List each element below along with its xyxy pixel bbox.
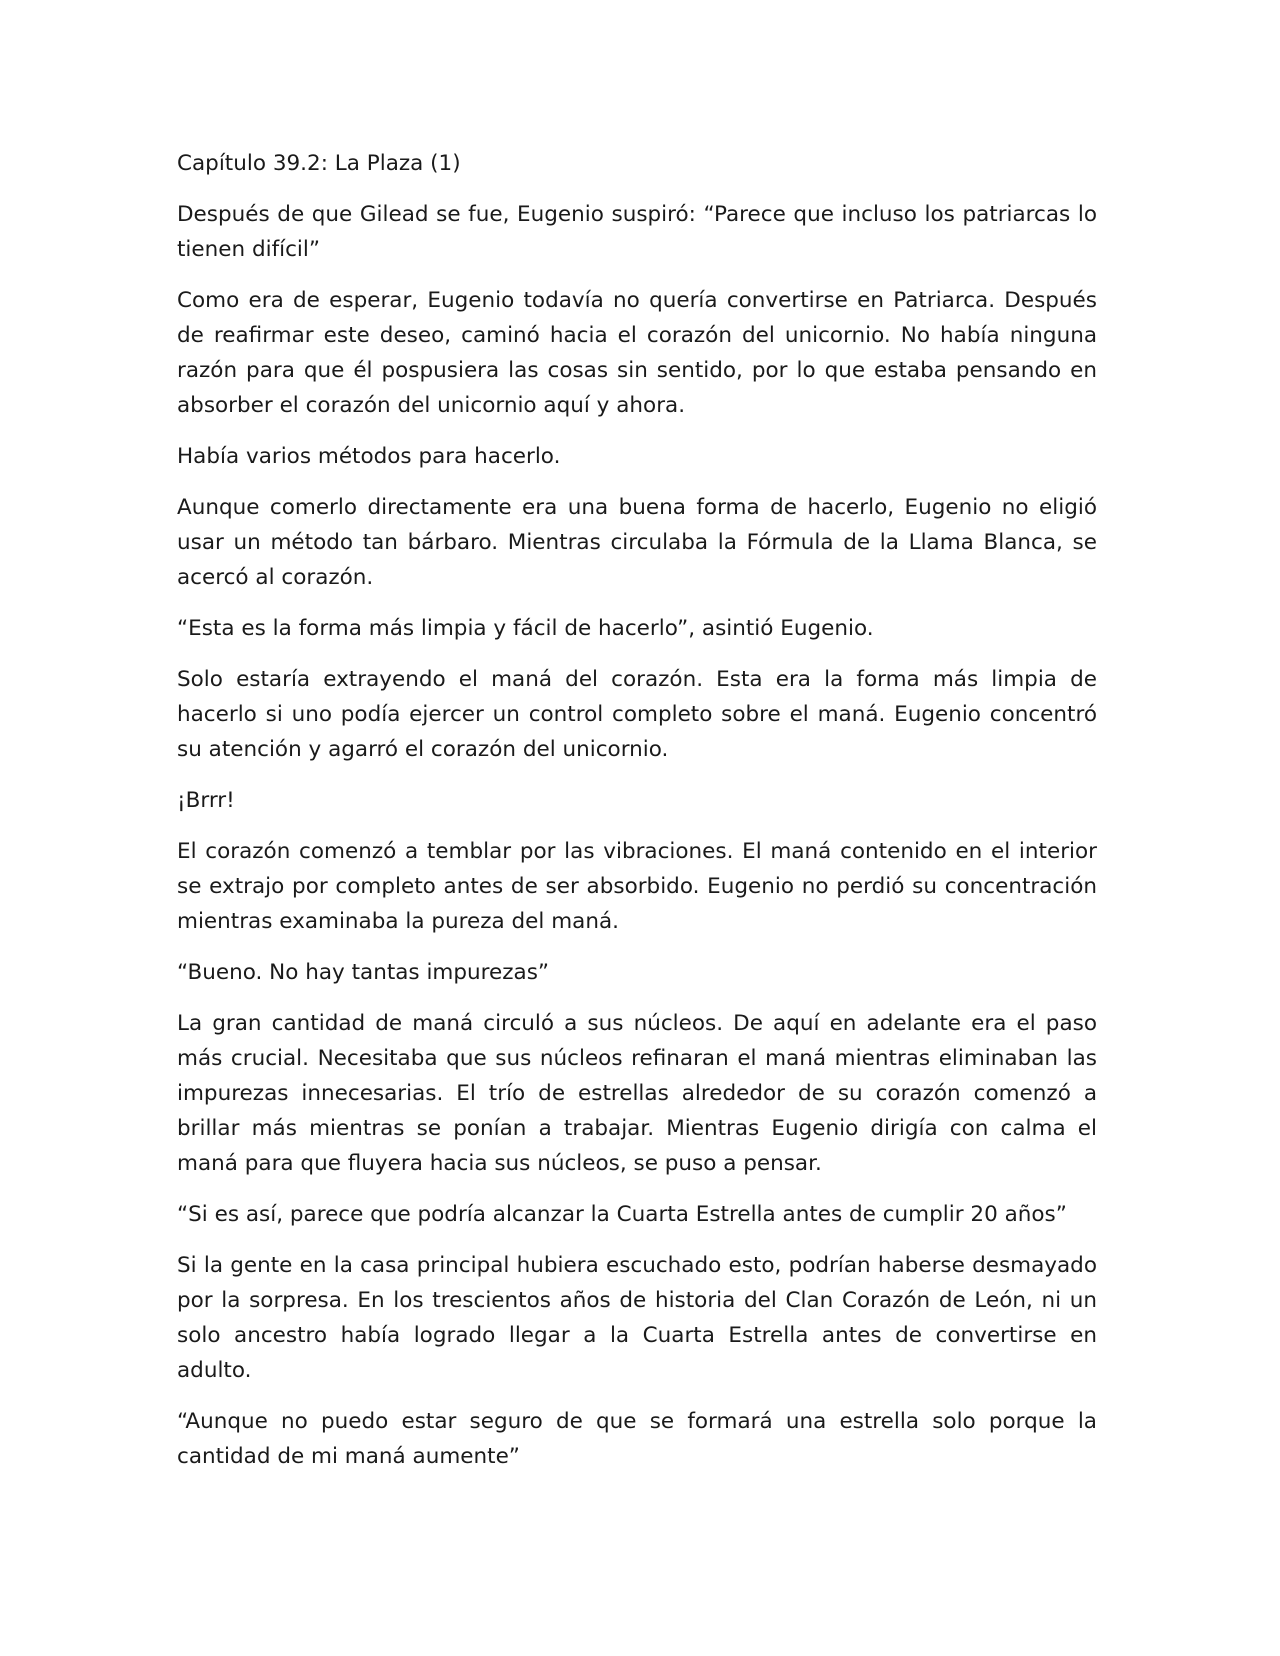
document-page (177, 146, 1097, 1490)
paragraph: Solo estaría extrayendo el maná del corazón. Esta era la forma más limpia de hacerlo si uno podía ejercer un control completo sobre el maná. Eugenio concentró su atención y agarró el corazón del unicornio. (177, 667, 1097, 762)
chapter-title: Capítulo 39.2: La Plaza (1) (177, 151, 461, 176)
paragraph: Aunque comerlo directamente era una buena forma de hacerlo, Eugenio no eligió usar un método tan bárbaro. Mientras circulaba la Fórmula de la Llama Blanca, se acercó al corazón. (177, 495, 1097, 590)
paragraph: La gran cantidad de maná circuló a sus núcleos. De aquí en adelante era el paso más crucial. Necesitaba que sus núcleos refinaran el maná mientras eliminaban las impurezas innecesarias. El trío de estrellas alrededor de su corazón comenzó a brillar más mientras se ponían a trabajar. Mientras Eugenio dirigía con calma el maná para que fluyera hacia sus núcleos, se puso a pensar. (177, 1011, 1097, 1176)
paragraph: “Bueno. No hay tantas impurezas” (177, 960, 550, 985)
paragraph: “Aunque no puedo estar seguro de que se formará una estrella solo porque la cantidad de mi maná aumente” (177, 1409, 1097, 1469)
paragraph: Había varios métodos para hacerlo. (177, 444, 561, 469)
paragraph: ¡Brrr! (177, 788, 235, 813)
paragraph: Como era de esperar, Eugenio todavía no quería convertirse en Patriarca. Después de reafirmar este deseo, caminó hacia el corazón del unicornio. No había ninguna razón para que él pospusiera las cosas sin sentido, por lo que estaba pensando en absorber el corazón del unicornio aquí y ahora. (177, 288, 1097, 418)
paragraph: El corazón comenzó a temblar por las vibraciones. El maná contenido en el interior se extrajo por completo antes de ser absorbido. Eugenio no perdió su concentración mientras examinaba la pureza del maná. (177, 839, 1097, 934)
paragraph: “Esta es la forma más limpia y fácil de hacerlo”, asintió Eugenio. (177, 616, 874, 641)
paragraph: Si la gente en la casa principal hubiera escuchado esto, podrían haberse desmayado por la sorpresa. En los trescientos años de historia del Clan Corazón de León, ni un solo ancestro había logrado llegar a la Cuarta Estrella antes de convertirse en adulto. (177, 1253, 1097, 1383)
paragraph: Después de que Gilead se fue, Eugenio suspiró: “Parece que incluso los patriarcas lo tienen difícil” (177, 202, 1097, 262)
paragraph: “Si es así, parece que podría alcanzar la Cuarta Estrella antes de cumplir 20 años” (177, 1202, 1067, 1227)
